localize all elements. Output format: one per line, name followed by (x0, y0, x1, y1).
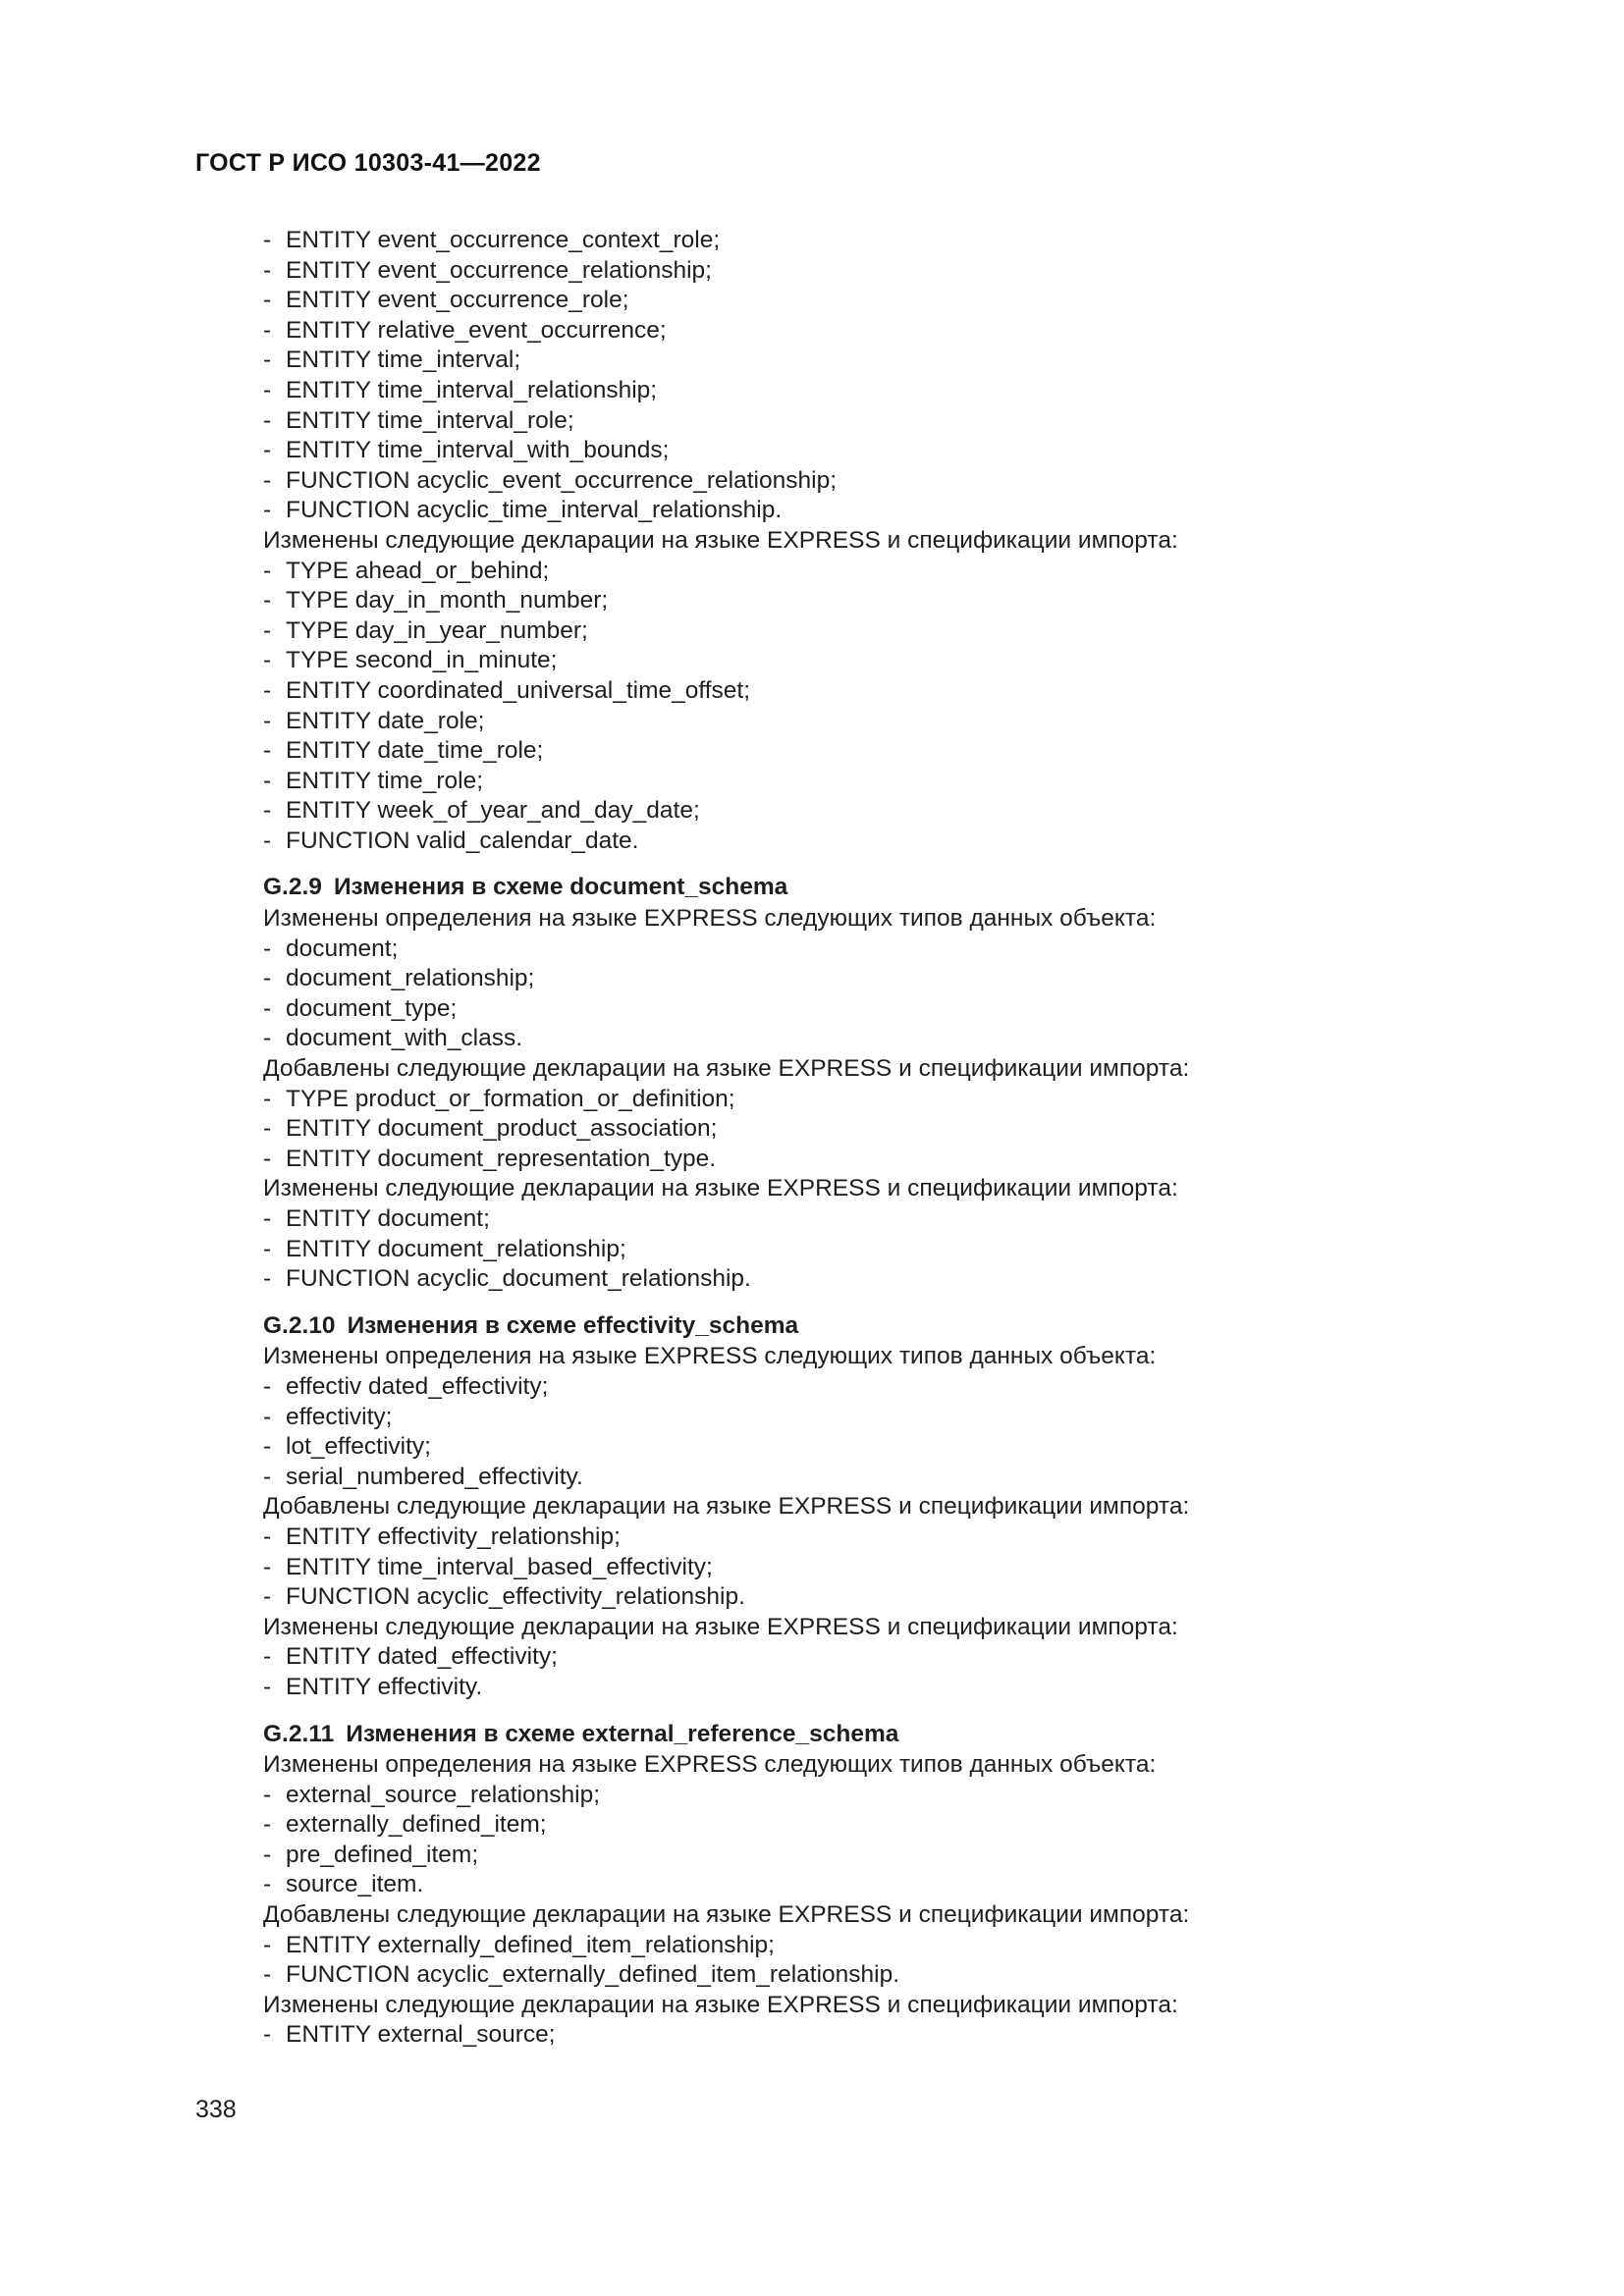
list-item (263, 586, 1540, 616)
list-item (263, 1841, 1540, 1871)
list-item-text: lot_effectivity; (286, 1433, 431, 1461)
list-item (263, 376, 1540, 406)
list-dash: - (263, 406, 272, 434)
list-dash: - (263, 587, 272, 614)
list-dash: - (263, 1643, 272, 1671)
list-item (263, 316, 1540, 347)
list-item-text: document_relationship; (286, 965, 535, 992)
list-item (263, 1024, 1540, 1054)
section-title: Изменения в схеме effectivity_schema (347, 1311, 799, 1339)
list-item-text: ENTITY external_source; (286, 2021, 556, 2049)
list-dash: - (263, 287, 272, 314)
list-item-text: TYPE product_or_formation_or_definition; (286, 1085, 735, 1112)
list-item (263, 1114, 1540, 1145)
list-dash: - (263, 1115, 272, 1143)
list-item (263, 1145, 1540, 1175)
paragraph: Изменены следующие декларации на языке EXPRESS и спецификации импорта: (263, 1175, 1178, 1202)
list-dash: - (263, 1372, 272, 1400)
paragraph: Изменены следующие декларации на языке EXPRESS и спецификации импорта: (263, 1613, 1178, 1640)
list-item-text: ENTITY time_role; (286, 767, 484, 794)
section-title: Изменения в схеме external_reference_schema (346, 1720, 899, 1747)
list-item (263, 736, 1540, 767)
list-item-text: source_item. (286, 1871, 424, 1898)
list-item-text: ENTITY document; (286, 1205, 490, 1232)
list-dash: - (263, 1085, 272, 1112)
list-item (263, 436, 1540, 466)
list-dash: - (263, 1673, 272, 1700)
list-item-text: TYPE day_in_year_number; (286, 616, 588, 644)
list-item (263, 1582, 1540, 1613)
list-item-text: external_source_relationship; (286, 1781, 601, 1808)
list-item-text: ENTITY date_role; (286, 707, 485, 734)
list-item-text: effectiv dated_effectivity; (286, 1372, 549, 1400)
list-item (263, 1085, 1540, 1115)
list-dash: - (263, 1463, 272, 1490)
list-dash: - (263, 1553, 272, 1580)
list-dash: - (263, 227, 272, 253)
list-item (263, 1463, 1540, 1493)
list-item (263, 496, 1540, 526)
list-item-text: ENTITY time_interval_with_bounds; (286, 437, 670, 464)
list-item (263, 707, 1540, 737)
list-dash: - (263, 497, 272, 524)
list-dash: - (263, 1433, 272, 1461)
list-dash: - (263, 1583, 272, 1611)
list-item-text: ENTITY time_interval_based_effectivity; (286, 1553, 713, 1580)
section-number: G.2.10 (263, 1311, 336, 1339)
list-item (263, 994, 1540, 1025)
paragraph: Изменены определения на языке EXPRESS следующих типов данных объекта: (263, 1751, 1157, 1779)
list-item-text: FUNCTION valid_calendar_date. (286, 827, 639, 854)
list-item-text: serial_numbered_effectivity. (286, 1463, 583, 1490)
list-item (263, 1235, 1540, 1265)
list-item-text: ENTITY dated_effectivity; (286, 1643, 558, 1671)
list-item (263, 2020, 1540, 2051)
list-item-text: ENTITY date_time_role; (286, 737, 544, 765)
list-item (263, 226, 1540, 256)
list-item (263, 466, 1540, 497)
list-item-text: ENTITY relative_event_occurrence; (286, 316, 667, 344)
list-dash: - (263, 616, 272, 644)
list-item (263, 1931, 1540, 1961)
paragraph: Добавлены следующие декларации на языке EXPRESS и спецификации импорта: (263, 1055, 1190, 1083)
list-dash: - (263, 737, 272, 765)
list-dash: - (263, 256, 272, 284)
list-dash: - (263, 676, 272, 704)
paragraph: Изменены следующие декларации на языке EXPRESS и спецификации импорта: (263, 1991, 1178, 2018)
list-dash: - (263, 2021, 272, 2049)
list-dash: - (263, 797, 272, 825)
list-item-text: ENTITY time_interval_relationship; (286, 376, 658, 403)
list-dash: - (263, 994, 272, 1022)
list-item-text: document_type; (286, 994, 458, 1022)
list-dash: - (263, 1403, 272, 1430)
list-item-text: ENTITY document_product_association; (286, 1115, 718, 1143)
list-item (263, 1432, 1540, 1463)
page-number: 338 (195, 2096, 237, 2123)
list-dash: - (263, 1811, 272, 1839)
list-item-text: TYPE second_in_minute; (286, 647, 558, 674)
list-item-text: externally_defined_item; (286, 1811, 547, 1839)
list-item-text: ENTITY event_occurrence_context_role; (286, 227, 721, 253)
list-item-text: ENTITY effectivity. (286, 1673, 483, 1700)
paragraph: Изменены определения на языке EXPRESS следующих типов данных объекта: (263, 1343, 1157, 1370)
list-item (263, 767, 1540, 797)
list-item-text: ENTITY coordinated_universal_time_offset; (286, 676, 751, 704)
paragraph: Изменены определения на языке EXPRESS следующих типов данных объекта: (263, 905, 1157, 933)
list-item-text: ENTITY event_occurrence_role; (286, 287, 629, 314)
list-item-text: ENTITY document_relationship; (286, 1235, 626, 1262)
list-item (263, 1403, 1540, 1433)
list-item (263, 1781, 1540, 1811)
list-item-text: FUNCTION acyclic_event_occurrence_relationship; (286, 466, 837, 494)
list-item (263, 646, 1540, 676)
list-item-text: ENTITY effectivity_relationship; (286, 1522, 621, 1550)
list-item (263, 934, 1540, 965)
list-dash: - (263, 1025, 272, 1052)
list-item-text: document_with_class. (286, 1025, 523, 1052)
section-heading (263, 873, 1540, 903)
list-dash: - (263, 316, 272, 344)
paragraph: Изменены следующие декларации на языке EXPRESS и спецификации импорта: (263, 526, 1178, 554)
list-item (263, 827, 1540, 857)
list-item (263, 796, 1540, 827)
list-item-text: TYPE day_in_month_number; (286, 587, 609, 614)
list-item (263, 676, 1540, 707)
list-item-text: document; (286, 934, 399, 962)
section-number: G.2.9 (263, 874, 322, 901)
list-item (263, 1810, 1540, 1841)
list-dash: - (263, 647, 272, 674)
list-item-text: FUNCTION acyclic_time_interval_relationship. (286, 497, 783, 524)
list-dash: - (263, 347, 272, 374)
list-dash: - (263, 767, 272, 794)
list-item-text: TYPE ahead_or_behind; (286, 557, 550, 584)
list-item-text: ENTITY week_of_year_and_day_date; (286, 797, 700, 825)
list-dash: - (263, 965, 272, 992)
list-dash: - (263, 827, 272, 854)
list-item (263, 406, 1540, 437)
list-dash: - (263, 1145, 272, 1172)
list-item (263, 1870, 1540, 1900)
list-dash: - (263, 1522, 272, 1550)
list-item-text: ENTITY time_interval_role; (286, 406, 574, 434)
list-item (263, 286, 1540, 316)
list-item-text: pre_defined_item; (286, 1841, 479, 1868)
list-item-text: effectivity; (286, 1403, 393, 1430)
list-dash: - (263, 1265, 272, 1293)
list-item (263, 1522, 1540, 1553)
paragraph: Добавлены следующие декларации на языке EXPRESS и спецификации импорта: (263, 1493, 1190, 1521)
section-heading (263, 1311, 1540, 1342)
section-title: Изменения в схеме document_schema (333, 874, 788, 901)
list-item-text: ENTITY externally_defined_item_relationship; (286, 1931, 775, 1958)
document-header: ГОСТ Р ИСО 10303-41—2022 (195, 149, 541, 177)
list-item (263, 616, 1540, 647)
list-item-text: FUNCTION acyclic_externally_defined_item_relationship. (286, 1961, 900, 1989)
list-dash: - (263, 1781, 272, 1808)
list-item (263, 1204, 1540, 1235)
list-item-text: FUNCTION acyclic_effectivity_relationship. (286, 1583, 745, 1611)
list-item (263, 1960, 1540, 1991)
list-item-text: ENTITY event_occurrence_relationship; (286, 256, 712, 284)
list-item-text: ENTITY document_representation_type. (286, 1145, 717, 1172)
list-item (263, 346, 1540, 376)
list-item (263, 1553, 1540, 1583)
list-item (263, 1264, 1540, 1295)
list-dash: - (263, 376, 272, 403)
list-dash: - (263, 557, 272, 584)
list-item (263, 1372, 1540, 1403)
list-dash: - (263, 437, 272, 464)
list-item (263, 964, 1540, 994)
list-dash: - (263, 1871, 272, 1898)
list-item (263, 557, 1540, 587)
list-dash: - (263, 1205, 272, 1232)
list-dash: - (263, 1841, 272, 1868)
paragraph: Добавлены следующие декларации на языке EXPRESS и спецификации импорта: (263, 1901, 1190, 1929)
list-item-text: ENTITY time_interval; (286, 347, 521, 374)
document-body (263, 226, 1540, 2051)
list-dash: - (263, 707, 272, 734)
section-heading (263, 1720, 1540, 1750)
list-dash: - (263, 1931, 272, 1958)
list-dash: - (263, 934, 272, 962)
list-item (263, 1642, 1540, 1673)
list-item-text: FUNCTION acyclic_document_relationship. (286, 1265, 751, 1293)
section-number: G.2.11 (263, 1720, 335, 1747)
list-item (263, 1673, 1540, 1703)
list-dash: - (263, 466, 272, 494)
list-item (263, 256, 1540, 287)
list-dash: - (263, 1235, 272, 1262)
list-dash: - (263, 1961, 272, 1989)
